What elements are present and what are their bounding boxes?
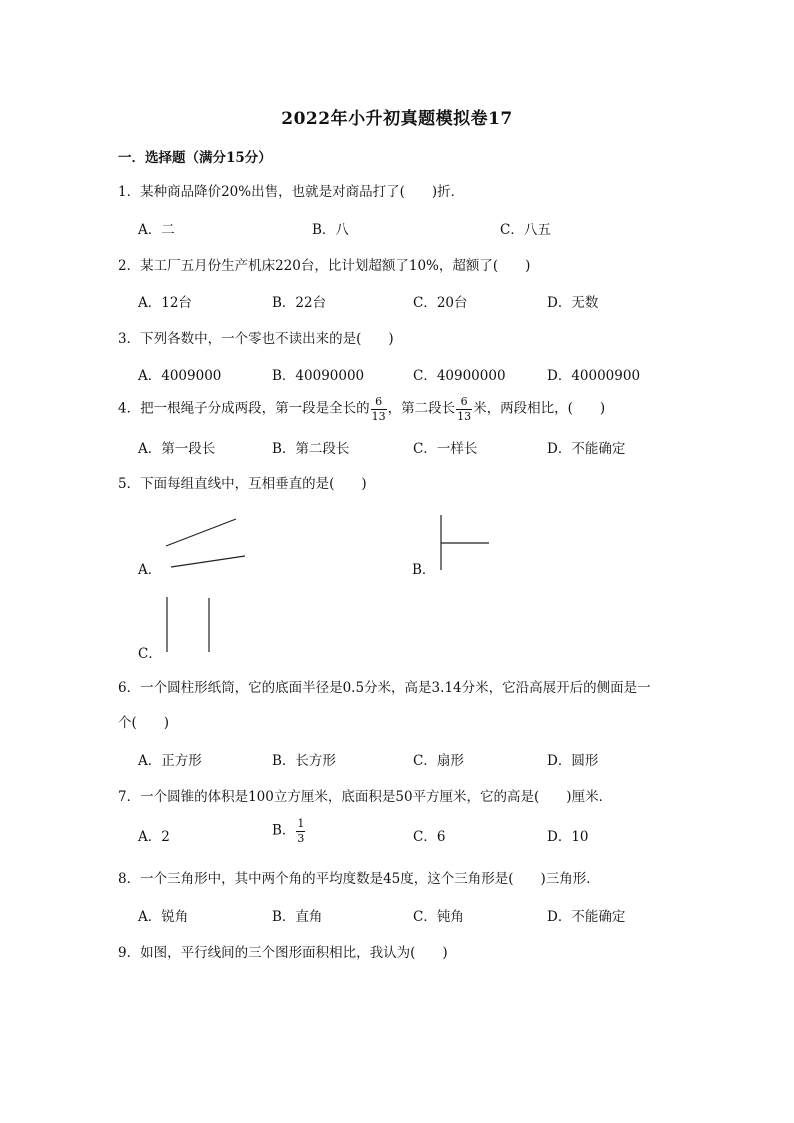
q5-a-line-2 — [171, 556, 245, 567]
q7-option-b-label: B． — [272, 822, 296, 839]
q7-fraction-denominator: 3 — [297, 831, 305, 845]
page-title: 2022年小升初真题模拟卷17 — [281, 109, 513, 129]
question-3: 3．下列各数中，一个零也不读出来的是( ) — [118, 331, 394, 347]
q7-option-b[interactable] — [272, 818, 306, 844]
q8-option-c[interactable]: C．钝角 — [413, 909, 464, 925]
q7-option-a[interactable]: A．2 — [138, 829, 170, 845]
q3-option-d[interactable]: D．40000900 — [547, 368, 641, 384]
q8-option-a[interactable]: A．锐角 — [138, 909, 189, 925]
question-8: 8．一个三角形中，其中两个角的平均度数是45度，这个三角形是( )三角形． — [118, 871, 600, 887]
q7-option-b-fraction — [296, 818, 305, 844]
q7-option-c[interactable]: C．6 — [413, 829, 446, 845]
q1-option-a[interactable]: A．二 — [138, 222, 175, 238]
q6-option-d[interactable]: D．圆形 — [547, 753, 599, 769]
question-7: 7．一个圆锥的体积是100立方厘米，底面积是50平方厘米，它的高是( )厘米． — [118, 789, 613, 805]
question-2: 2．某工厂五月份生产机床220台，比计划超额了10%，超额了( ) — [118, 258, 531, 274]
q1-option-b[interactable]: B．八 — [312, 222, 349, 238]
section-heading: 一．选择题（满分15分） — [118, 150, 272, 166]
q4-option-d[interactable]: D．不能确定 — [547, 441, 626, 457]
q3-option-b[interactable]: B．40090000 — [272, 368, 365, 384]
q4-fraction-2-denominator: 13 — [457, 409, 472, 423]
q5-option-a[interactable]: A． — [138, 562, 162, 578]
q4-text-post: 米，两段相比，( ) — [473, 400, 606, 417]
q7-fraction-numerator: 1 — [297, 817, 305, 830]
q2-option-a[interactable]: A．12台 — [138, 295, 192, 311]
q4-option-c[interactable]: C．一样长 — [413, 441, 478, 457]
q2-option-b[interactable]: B．22台 — [272, 295, 327, 311]
q4-text-pre: 4．把一根绳子分成两段，第一段是全长的 — [118, 400, 370, 417]
question-5: 5．下面每组直线中，互相垂直的是( ) — [118, 476, 367, 492]
q2-option-c[interactable]: C．20台 — [413, 295, 468, 311]
question-9: 9．如图，平行线间的三个图形面积相比，我认为( ) — [118, 945, 448, 961]
q7-option-d[interactable]: D．10 — [547, 829, 589, 845]
q8-option-b[interactable]: B．直角 — [272, 909, 323, 925]
q3-option-c[interactable]: C．40900000 — [413, 368, 506, 384]
q1-option-c[interactable]: C．八五 — [500, 222, 551, 238]
question-6-line-1: 6．一个圆柱形纸筒，它的底面半径是0.5分米，高是3.14分米，它沿高展开后的侧面是一 — [118, 680, 651, 696]
q6-option-c[interactable]: C．扇形 — [413, 753, 464, 769]
q3-option-a[interactable]: A．4009000 — [138, 368, 222, 384]
q6-option-b[interactable]: B．长方形 — [272, 753, 336, 769]
q4-fraction-1-numerator: 6 — [375, 395, 383, 408]
q2-option-d[interactable]: D．无数 — [547, 295, 599, 311]
q6-option-a[interactable]: A．正方形 — [138, 753, 202, 769]
q4-option-a[interactable]: A．第一段长 — [138, 441, 216, 457]
q5-option-b[interactable]: B． — [412, 562, 436, 578]
question-6-line-2: 个( ) — [118, 715, 170, 731]
q4-fraction-1-denominator: 13 — [371, 409, 386, 423]
q4-text-mid: ，第二段长 — [387, 400, 456, 417]
question-1: 1．某种商品降价20%出售，也就是对商品打了( )折． — [118, 184, 465, 200]
q5-a-line-1 — [166, 519, 236, 546]
q4-fraction-2-numerator: 6 — [460, 395, 468, 408]
q5-option-c[interactable]: C． — [138, 646, 162, 662]
q8-option-d[interactable]: D．不能确定 — [547, 909, 626, 925]
q4-option-b[interactable]: B．第二段长 — [272, 441, 350, 457]
